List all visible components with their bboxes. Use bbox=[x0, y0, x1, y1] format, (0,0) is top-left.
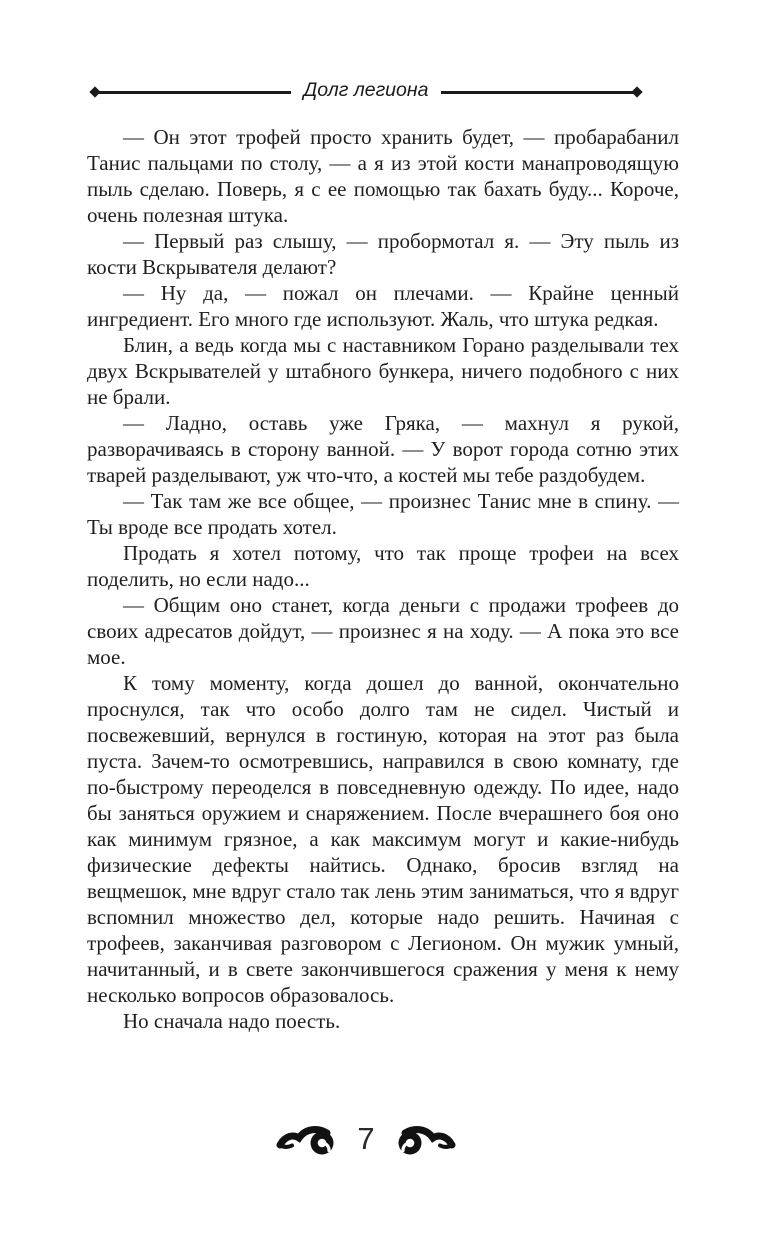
diamond-end-icon bbox=[89, 86, 100, 97]
header-title: Долг легиона bbox=[303, 79, 429, 102]
header-rule-left bbox=[92, 91, 291, 94]
paragraph: — Общим оно станет, когда деньги с продажи трофеев до своих адресатов дойдут, — произнес я на ходу. — А пока это все мое. bbox=[87, 593, 679, 669]
paragraph: Блин, а ведь когда мы с наставником Горано разделывали тех двух Вскрывателей у штабного бункера, ничего подобного с них не брали. bbox=[87, 333, 679, 409]
swirl-ornament-left-icon bbox=[276, 1123, 340, 1157]
paragraph: — Он этот трофей просто хранить будет, — пробарабанил Танис пальцами по столу, — а я из этой кости манапроводящую пыль сделаю. Поверь, я с ее помощью так бахать буду... Короче, очень полезная штука. bbox=[87, 125, 679, 227]
paragraph: — Ну да, — пожал он плечами. — Крайне ценный ингредиент. Его много где используют. Жаль, что штука редкая. bbox=[87, 281, 679, 331]
paragraph: К тому моменту, когда дошел до ванной, окончательно проснулся, так что особо долго там не сидел. Чистый и посвежевший, вернулся в гостиную, которая на этот раз была пуста. Зачем-то осмотревшись, направился в свою комнату, где по-быстрому переоделся в повседневную одежду. По идее, надо бы заняться оружием и снаряжением. После вчерашнего боя оно как минимум грязное, а как максимум могут и какие-нибудь физические дефекты найтись. Однако, бросив взгляд на вещмешок, мне вдруг стало так лень этим заниматься, что я вдруг вспомнил множество дел, которые надо решить. Начиная с трофеев, заканчивая разговором с Легионом. Он мужик умный, начитанный, и в свете закончившегося сражения у меня к нему несколько вопросов образовалось. bbox=[87, 671, 679, 1007]
header-rule-right bbox=[441, 91, 640, 94]
running-header bbox=[92, 78, 640, 106]
paragraph: Продать я хотел потому, что так проще трофеи на всех поделить, но если надо... bbox=[87, 541, 679, 591]
paragraph: Но сначала надо поесть. bbox=[123, 1009, 341, 1033]
paragraph: — Так там же все общее, — произнес Танис мне в спину. — Ты вроде все продать хотел. bbox=[87, 489, 679, 539]
diamond-end-icon bbox=[631, 86, 642, 97]
paragraph: — Ладно, оставь уже Гряка, — махнул я рукой, разворачиваясь в сторону ванной. — У ворот города сотню этих тварей разделывают, уж что-что, а костей мы тебе раздобудем. bbox=[87, 411, 679, 487]
page-text bbox=[87, 124, 679, 1034]
swirl-ornament-right-icon bbox=[392, 1123, 456, 1157]
page-number: 7 bbox=[357, 1120, 375, 1156]
page-footer bbox=[0, 1118, 732, 1162]
paragraph: — Первый раз слышу, — пробормотал я. — Эту пыль из кости Вскрывателя делают? bbox=[87, 229, 679, 279]
